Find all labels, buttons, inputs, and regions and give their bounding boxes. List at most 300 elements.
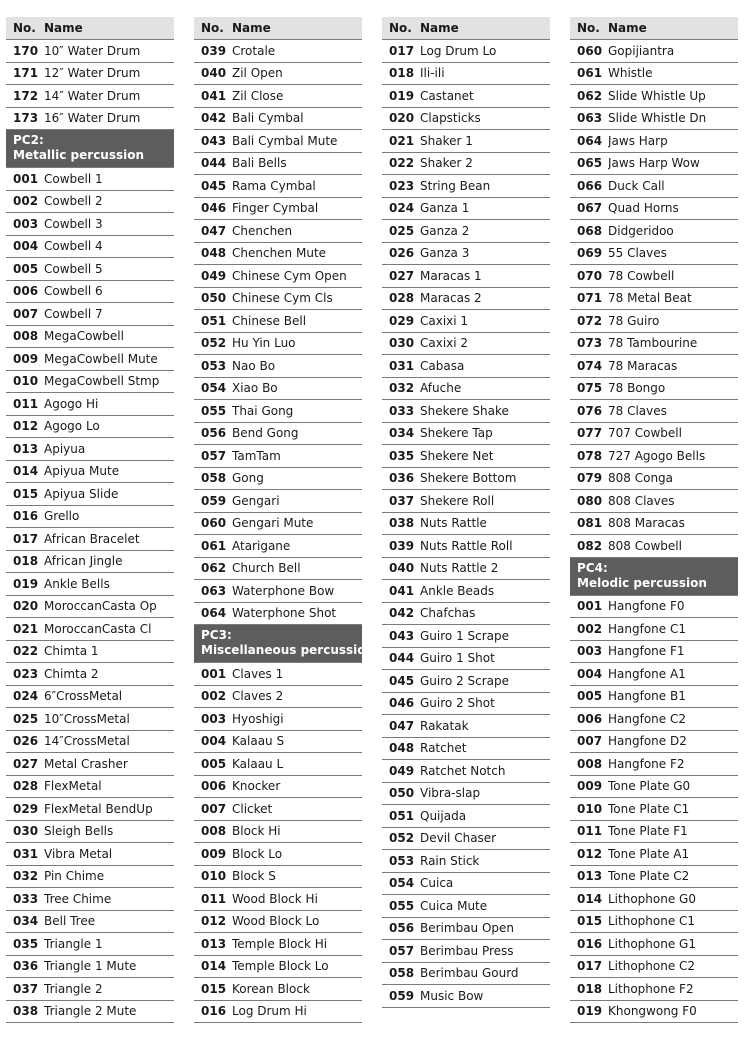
row-name: Shaker 1 xyxy=(420,133,473,148)
row-name: Agogo Lo xyxy=(44,419,100,434)
row-number: 013 xyxy=(201,936,227,951)
row-number: 044 xyxy=(389,651,415,666)
row-name: Kalaau L xyxy=(232,756,284,771)
row-name: Triangle 1 xyxy=(44,936,103,951)
row-number: 050 xyxy=(389,786,415,801)
header-name: Name xyxy=(608,21,647,35)
row-number: 033 xyxy=(389,403,415,418)
row-number: 036 xyxy=(389,471,415,486)
table-row xyxy=(6,911,174,934)
row-name: Tone Plate C1 xyxy=(608,801,690,816)
row-number: 011 xyxy=(577,824,603,839)
row-number: 001 xyxy=(201,666,227,681)
row-name: Zil Close xyxy=(232,88,284,103)
table-row xyxy=(570,288,738,311)
table-row xyxy=(194,1001,362,1024)
row-name: 78 Claves xyxy=(608,403,667,418)
section-header xyxy=(570,558,738,596)
row-number: 076 xyxy=(577,403,603,418)
row-name: Berimbau Open xyxy=(420,921,515,936)
table-row xyxy=(382,895,550,918)
row-name: Nao Bo xyxy=(232,358,276,373)
table-row xyxy=(382,850,550,873)
row-name: Waterphone Shot xyxy=(232,606,337,621)
table-row xyxy=(382,715,550,738)
table-row xyxy=(570,310,738,333)
table-row xyxy=(570,85,738,108)
table-row xyxy=(194,63,362,86)
row-number: 080 xyxy=(577,493,603,508)
row-name: Log Drum Lo xyxy=(420,43,497,58)
table-row xyxy=(194,686,362,709)
row-name: Chimta 2 xyxy=(44,666,99,681)
table-row xyxy=(194,445,362,468)
row-number: 017 xyxy=(577,959,603,974)
row-name: Kalaau S xyxy=(232,734,285,749)
row-number: 032 xyxy=(389,381,415,396)
row-number: 055 xyxy=(201,403,227,418)
table-row xyxy=(194,40,362,63)
row-number: 057 xyxy=(201,448,227,463)
row-name: 78 Bongo xyxy=(608,381,666,396)
row-name: Wood Block Lo xyxy=(232,914,320,929)
table-row xyxy=(570,513,738,536)
row-number: 012 xyxy=(13,419,39,434)
row-number: 062 xyxy=(201,561,227,576)
table-row xyxy=(194,175,362,198)
row-name: Triangle 1 Mute xyxy=(44,959,137,974)
row-name: Didgeridoo xyxy=(608,223,674,238)
table-row xyxy=(382,198,550,221)
row-name: Cowbell 4 xyxy=(44,239,103,254)
table-row xyxy=(6,776,174,799)
table-row xyxy=(194,490,362,513)
row-name: Clicket xyxy=(232,801,273,816)
row-name: 14″CrossMetal xyxy=(44,734,130,749)
row-number: 007 xyxy=(577,734,603,749)
row-name: Ili-ili xyxy=(420,66,445,81)
table-row xyxy=(194,130,362,153)
row-number: 056 xyxy=(201,426,227,441)
row-name: Sleigh Bells xyxy=(44,824,114,839)
table-row xyxy=(570,108,738,131)
row-name: Chinese Cym Open xyxy=(232,268,347,283)
row-number: 072 xyxy=(577,313,603,328)
row-number: 011 xyxy=(13,396,39,411)
row-name: Caxixi 2 xyxy=(420,336,469,351)
table-row xyxy=(194,911,362,934)
row-name: Ankle Beads xyxy=(420,583,495,598)
row-name: Hangfone F2 xyxy=(608,756,685,771)
row-name: Nuts Rattle Roll xyxy=(420,538,513,553)
table-row xyxy=(382,985,550,1008)
row-number: 019 xyxy=(389,88,415,103)
table-row xyxy=(6,551,174,574)
row-name: Gopijiantra xyxy=(608,43,675,58)
row-name: Lithophone G0 xyxy=(608,891,696,906)
row-name: Quad Horns xyxy=(608,201,679,216)
row-number: 047 xyxy=(389,718,415,733)
table-row xyxy=(6,438,174,461)
table-row xyxy=(382,873,550,896)
table-row xyxy=(194,776,362,799)
row-name: Duck Call xyxy=(608,178,665,193)
table-row xyxy=(6,326,174,349)
row-number: 010 xyxy=(201,869,227,884)
row-number: 031 xyxy=(13,846,39,861)
row-name: String Bean xyxy=(420,178,491,193)
row-number: 081 xyxy=(577,516,603,531)
section-title: Melodic percussion xyxy=(577,575,707,590)
row-number: 064 xyxy=(201,606,227,621)
row-name: Quijada xyxy=(420,808,467,823)
row-number: 026 xyxy=(13,734,39,749)
row-number: 004 xyxy=(13,239,39,254)
table-row xyxy=(6,978,174,1001)
row-number: 003 xyxy=(13,216,39,231)
row-name: Nuts Rattle xyxy=(420,516,487,531)
row-name: Cowbell 5 xyxy=(44,261,103,276)
row-number: 035 xyxy=(389,448,415,463)
row-name: Chenchen Mute xyxy=(232,246,327,261)
table-row xyxy=(570,731,738,754)
row-number: 070 xyxy=(577,268,603,283)
section-code: PC2: xyxy=(13,133,44,147)
row-number: 053 xyxy=(389,853,415,868)
table-row xyxy=(382,670,550,693)
row-number: 055 xyxy=(389,898,415,913)
table-row xyxy=(382,490,550,513)
header-name: Name xyxy=(44,21,83,35)
row-name: Apiyua Mute xyxy=(44,464,120,479)
row-name: Caxixi 1 xyxy=(420,313,469,328)
row-name: Block S xyxy=(232,869,276,884)
table-row xyxy=(570,63,738,86)
table-row xyxy=(6,641,174,664)
table-row xyxy=(6,393,174,416)
row-number: 042 xyxy=(389,606,415,621)
row-name: Vibra-slap xyxy=(420,786,481,801)
row-name: Maracas 1 xyxy=(420,268,482,283)
section-title: Miscellaneous percussion xyxy=(201,643,375,657)
row-name: Ganza 1 xyxy=(420,201,470,216)
table-row xyxy=(6,213,174,236)
row-name: Bali Cymbal xyxy=(232,111,304,126)
row-number: 002 xyxy=(201,689,227,704)
row-number: 019 xyxy=(13,576,39,591)
row-number: 007 xyxy=(13,306,39,321)
table-row xyxy=(382,355,550,378)
row-number: 051 xyxy=(389,808,415,823)
row-number: 040 xyxy=(201,66,227,81)
table-row xyxy=(194,535,362,558)
row-number: 047 xyxy=(201,223,227,238)
row-number: 017 xyxy=(389,43,415,58)
row-number: 062 xyxy=(577,88,603,103)
table-row xyxy=(382,805,550,828)
table-row xyxy=(382,693,550,716)
table-header xyxy=(382,17,550,40)
row-name: Chinese Cym Cls xyxy=(232,291,333,306)
row-number: 005 xyxy=(13,261,39,276)
table-row xyxy=(570,198,738,221)
row-number: 028 xyxy=(13,779,39,794)
row-number: 172 xyxy=(13,88,39,103)
table-row xyxy=(194,220,362,243)
row-name: Ganza 3 xyxy=(420,246,470,261)
row-number: 026 xyxy=(389,246,415,261)
row-name: Zil Open xyxy=(232,66,283,81)
table-row xyxy=(194,888,362,911)
table-row xyxy=(194,243,362,266)
row-name: Shekere Net xyxy=(420,448,494,463)
table-row xyxy=(194,753,362,776)
table-row xyxy=(570,776,738,799)
row-name: Lithophone G1 xyxy=(608,936,696,951)
table-row xyxy=(382,220,550,243)
row-name: Guiro 1 Shot xyxy=(420,651,495,666)
row-name: Cowbell 6 xyxy=(44,284,103,299)
row-number: 173 xyxy=(13,111,39,126)
row-number: 004 xyxy=(201,734,227,749)
row-number: 020 xyxy=(389,111,415,126)
section-code: PC4: xyxy=(577,560,608,575)
table-row xyxy=(194,663,362,686)
row-name: Temple Block Hi xyxy=(232,936,328,951)
row-name: 16″ Water Drum xyxy=(44,111,141,126)
row-name: African Bracelet xyxy=(44,531,140,546)
row-name: Cowbell 1 xyxy=(44,171,103,186)
row-number: 014 xyxy=(201,959,227,974)
table-row xyxy=(570,686,738,709)
row-name: Rakatak xyxy=(420,718,469,733)
table-row xyxy=(194,265,362,288)
row-name: Hu Yin Luo xyxy=(232,336,296,351)
row-number: 031 xyxy=(389,358,415,373)
row-number: 079 xyxy=(577,471,603,486)
table-row xyxy=(194,400,362,423)
table-row xyxy=(570,978,738,1001)
row-number: 037 xyxy=(389,493,415,508)
table-row xyxy=(194,288,362,311)
row-number: 020 xyxy=(13,599,39,614)
row-name: Berimbau Gourd xyxy=(420,966,519,981)
row-number: 027 xyxy=(389,268,415,283)
table-row xyxy=(570,153,738,176)
row-number: 050 xyxy=(201,291,227,306)
table-row xyxy=(382,963,550,986)
row-name: 78 Maracas xyxy=(608,358,678,373)
row-number: 015 xyxy=(13,486,39,501)
table-row xyxy=(570,888,738,911)
table-row xyxy=(6,596,174,619)
row-name: Clapsticks xyxy=(420,111,481,126)
table-row xyxy=(6,108,174,131)
table-row xyxy=(194,731,362,754)
table-row xyxy=(382,625,550,648)
row-number: 068 xyxy=(577,223,603,238)
row-number: 049 xyxy=(389,763,415,778)
table-row xyxy=(6,1001,174,1024)
table-row xyxy=(194,708,362,731)
row-number: 045 xyxy=(389,673,415,688)
row-name: Bali Bells xyxy=(232,156,287,171)
table-row xyxy=(570,866,738,889)
table-row xyxy=(570,220,738,243)
table-row xyxy=(6,573,174,596)
table-row xyxy=(6,506,174,529)
row-number: 044 xyxy=(201,156,227,171)
row-number: 054 xyxy=(389,876,415,891)
table-row xyxy=(6,843,174,866)
row-number: 018 xyxy=(389,66,415,81)
row-name: Chimta 1 xyxy=(44,644,99,659)
row-number: 041 xyxy=(389,583,415,598)
row-number: 032 xyxy=(13,869,39,884)
row-number: 016 xyxy=(201,1004,227,1019)
table-row xyxy=(570,618,738,641)
section-header xyxy=(194,625,375,663)
row-number: 029 xyxy=(13,801,39,816)
row-name: Shekere Bottom xyxy=(420,471,517,486)
row-number: 007 xyxy=(201,801,227,816)
row-number: 043 xyxy=(201,133,227,148)
table-row xyxy=(382,918,550,941)
table-row xyxy=(194,866,362,889)
row-name: 808 Maracas xyxy=(608,516,685,531)
row-number: 059 xyxy=(201,493,227,508)
table-row xyxy=(570,1001,738,1024)
row-name: Rain Stick xyxy=(420,853,480,868)
row-number: 046 xyxy=(389,696,415,711)
table-row xyxy=(570,333,738,356)
table-row xyxy=(6,168,174,191)
table-row xyxy=(194,85,362,108)
table-row xyxy=(570,663,738,686)
row-name: Lithophone C1 xyxy=(608,914,696,929)
table-row xyxy=(570,400,738,423)
row-name: Cuica xyxy=(420,876,454,891)
table-row xyxy=(6,753,174,776)
table-row xyxy=(382,108,550,131)
row-name: Vibra Metal xyxy=(44,846,113,861)
row-number: 030 xyxy=(13,824,39,839)
table-row xyxy=(382,445,550,468)
row-number: 034 xyxy=(13,914,39,929)
table-row xyxy=(194,468,362,491)
table-row xyxy=(6,303,174,326)
table-row xyxy=(382,378,550,401)
table-row xyxy=(570,956,738,979)
row-number: 039 xyxy=(201,43,227,58)
table-row xyxy=(6,281,174,304)
row-number: 060 xyxy=(577,43,603,58)
row-name: 10″CrossMetal xyxy=(44,711,130,726)
table-row xyxy=(382,85,550,108)
row-number: 046 xyxy=(201,201,227,216)
row-name: Xiao Bo xyxy=(232,381,278,396)
row-name: 78 Metal Beat xyxy=(608,291,692,306)
row-name: Whistle xyxy=(608,66,653,81)
row-number: 003 xyxy=(201,711,227,726)
table-row xyxy=(6,236,174,259)
row-number: 041 xyxy=(201,88,227,103)
row-name: Devil Chaser xyxy=(420,831,497,846)
row-number: 059 xyxy=(389,988,415,1003)
table-row xyxy=(6,663,174,686)
row-number: 038 xyxy=(389,516,415,531)
table-row xyxy=(382,760,550,783)
row-number: 001 xyxy=(13,171,39,186)
row-number: 038 xyxy=(13,1004,39,1019)
row-number: 073 xyxy=(577,336,603,351)
row-name: Bell Tree xyxy=(44,914,96,929)
row-name: Shekere Shake xyxy=(420,403,509,418)
row-number: 040 xyxy=(389,561,415,576)
row-number: 021 xyxy=(13,621,39,636)
row-number: 066 xyxy=(577,178,603,193)
row-name: Tree Chime xyxy=(44,891,112,906)
table-row xyxy=(194,558,362,581)
row-number: 037 xyxy=(13,981,39,996)
row-number: 042 xyxy=(201,111,227,126)
row-name: Tone Plate A1 xyxy=(608,846,690,861)
row-name: Cowbell 7 xyxy=(44,306,103,321)
row-name: Pin Chime xyxy=(44,869,105,884)
table-row xyxy=(570,355,738,378)
table-row xyxy=(194,978,362,1001)
table-row xyxy=(6,731,174,754)
row-name: Church Bell xyxy=(232,561,301,576)
table-row xyxy=(194,603,362,626)
row-name: Hangfone C1 xyxy=(608,621,686,636)
row-name: Ratchet Notch xyxy=(420,763,506,778)
table-row xyxy=(382,153,550,176)
row-number: 018 xyxy=(13,554,39,569)
row-name: Ganza 2 xyxy=(420,223,470,238)
row-number: 023 xyxy=(13,666,39,681)
row-name: Hangfone F1 xyxy=(608,644,685,659)
row-name: Berimbau Press xyxy=(420,943,514,958)
row-name: Slide Whistle Up xyxy=(608,88,706,103)
header-number: No. xyxy=(577,21,600,35)
row-name: Wood Block Hi xyxy=(232,891,318,906)
header-name: Name xyxy=(232,21,271,35)
row-name: Shaker 2 xyxy=(420,156,473,171)
table-row xyxy=(6,686,174,709)
table-row xyxy=(382,738,550,761)
section-title: Metallic percussion xyxy=(13,148,145,162)
table-row xyxy=(194,956,362,979)
row-number: 025 xyxy=(13,711,39,726)
row-number: 014 xyxy=(577,891,603,906)
table-row xyxy=(194,108,362,131)
table-row xyxy=(194,310,362,333)
table-row xyxy=(570,175,738,198)
row-number: 022 xyxy=(13,644,39,659)
row-name: Knocker xyxy=(232,779,281,794)
table-row xyxy=(382,828,550,851)
row-number: 008 xyxy=(13,329,39,344)
row-name: Hyoshigi xyxy=(232,711,284,726)
row-number: 071 xyxy=(577,291,603,306)
table-column-3 xyxy=(382,17,550,1008)
row-number: 015 xyxy=(201,981,227,996)
table-body xyxy=(570,40,738,1023)
row-name: Ankle Bells xyxy=(44,576,110,591)
row-name: MoroccanCasta Cl xyxy=(44,621,152,636)
table-row xyxy=(570,445,738,468)
